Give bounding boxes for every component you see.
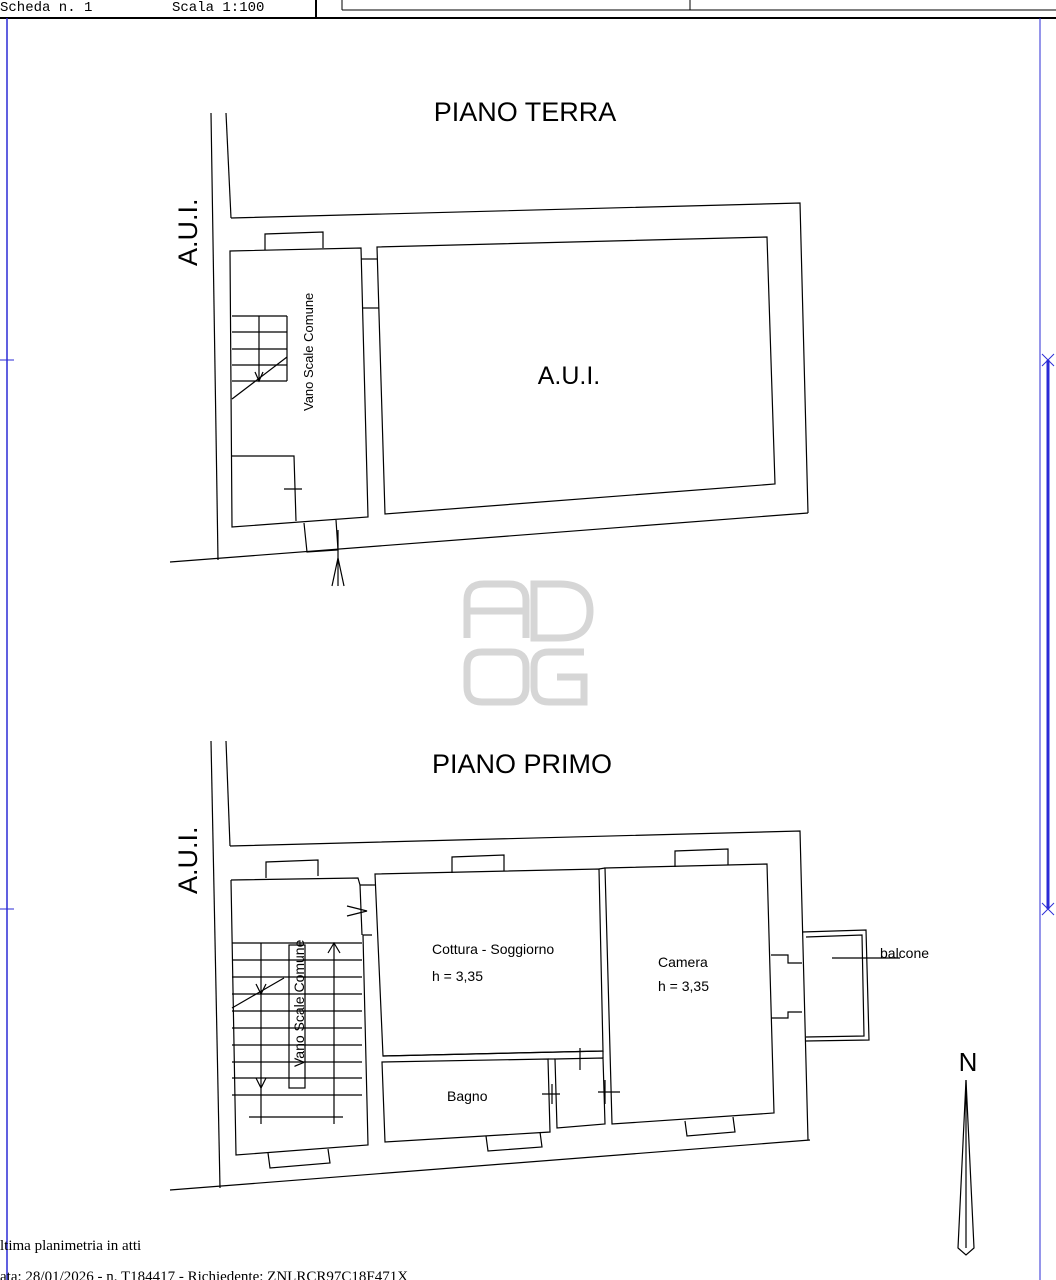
first-floor-title: PIANO PRIMO — [431, 749, 613, 779]
room-height-camera: h = 3,35 — [658, 978, 709, 994]
footer-last-plan-note: ltima planimetria in atti — [0, 1238, 142, 1254]
footer-request-info: ata: 28/01/2026 - n. T184417 - Richiedente: ZNLRCR97C18F471X — [0, 1269, 409, 1280]
ground-floor-title: PIANO TERRA — [433, 97, 617, 127]
sheet-number: Scheda n. 1 — [0, 0, 93, 16]
room-label-balcone: balcone — [880, 945, 930, 961]
north-label: N — [958, 1047, 978, 1077]
room-label-camera: Camera — [658, 954, 708, 970]
ground-floor-side-label: A.U.I. — [173, 198, 203, 266]
first-floor-stair-label: Vano Scale Comune — [291, 939, 307, 1067]
ground-floor-stair-label: Vano Scale Comune — [301, 292, 316, 411]
first-floor-side-label: A.U.I. — [173, 826, 203, 894]
ground-floor-room-label: A.U.I. — [537, 362, 601, 390]
header-strip — [0, 0, 1056, 18]
room-label-cottura-soggiorno: Cottura - Soggiorno — [432, 941, 555, 957]
ground-floor-plan — [170, 113, 808, 586]
scale-label: Scala 1:100 — [172, 0, 265, 16]
room-label-bagno: Bagno — [447, 1088, 488, 1104]
room-height-cottura-soggiorno: h = 3,35 — [432, 968, 483, 984]
watermark-logo — [467, 584, 590, 702]
frame-lines — [0, 18, 1054, 1280]
